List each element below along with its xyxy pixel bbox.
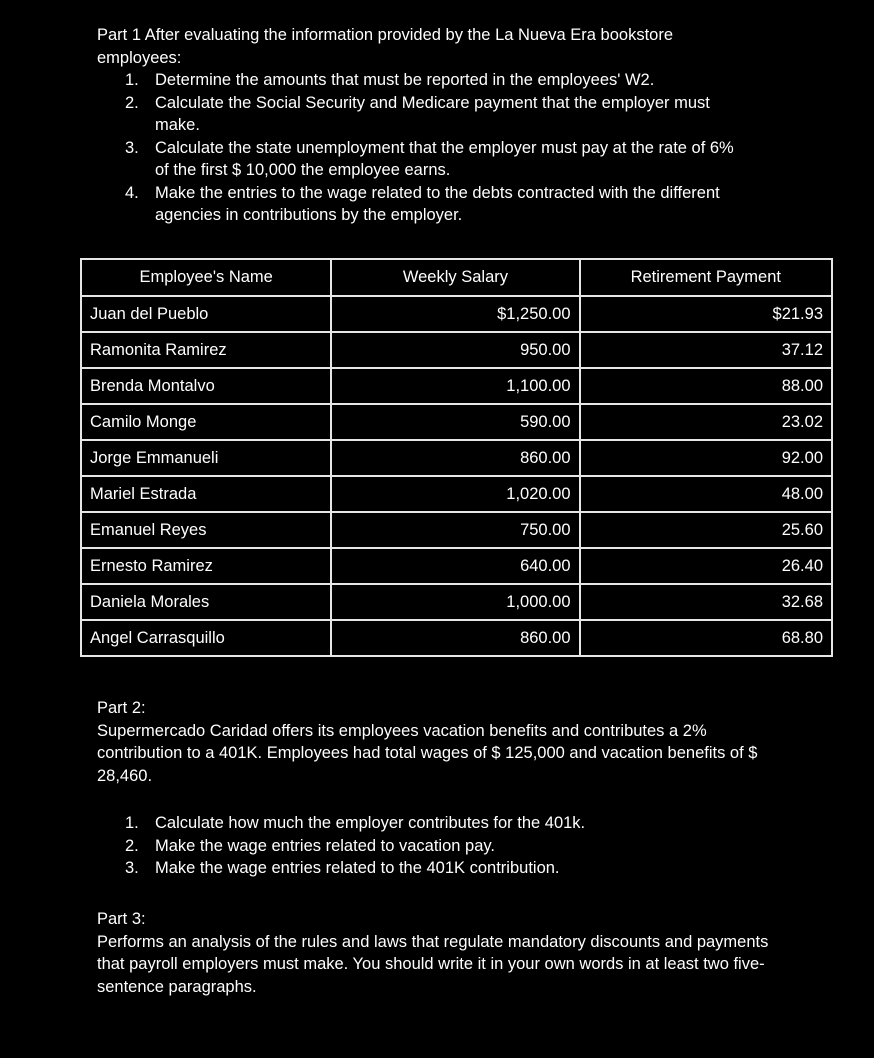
task-number: 2. <box>125 836 139 855</box>
table-row <box>81 620 832 656</box>
part2-task-item <box>97 812 777 835</box>
employee-name-cell: Mariel Estrada <box>81 476 331 512</box>
employee-name-cell: Angel Carrasquillo <box>81 620 331 656</box>
part3-title: Part 3: <box>97 910 146 928</box>
part3-paragraph: Performs an analysis of the rules and laws that regulate mandatory discounts and payments that payroll employers must make. You should write it in your own words in at least two five-sentence paragraphs. <box>97 932 769 996</box>
task-text: Make the wage entries related to vacation pay. <box>155 836 495 855</box>
employee-name-cell: Ernesto Ramirez <box>81 548 331 584</box>
part1-section <box>97 24 777 227</box>
retirement-payment-cell: 26.40 <box>580 548 832 584</box>
weekly-salary-cell: 640.00 <box>331 548 579 584</box>
retirement-payment-cell: 32.68 <box>580 584 832 620</box>
task-number: 4. <box>125 183 139 202</box>
task-text: Determine the amounts that must be reported in the employees' W2. <box>155 71 655 89</box>
table-header-row <box>81 259 832 296</box>
part1-task-item <box>97 92 737 137</box>
part1-intro: Part 1 After evaluating the information provided by the La Nueva Era bookstore employees: <box>97 26 674 67</box>
task-number: 3. <box>125 859 139 877</box>
task-text: Make the entries to the wage related to the debts contracted with the different agencies in contributions by the employer. <box>155 183 720 224</box>
retirement-payment-cell: 88.00 <box>580 368 832 404</box>
retirement-payment-cell: 68.80 <box>580 620 832 656</box>
part1-task-item <box>97 69 737 92</box>
retirement-payment-cell: 23.02 <box>580 404 832 440</box>
part1-task-item <box>97 182 737 227</box>
part2-task-item <box>97 857 777 880</box>
table-row <box>81 512 832 548</box>
retirement-payment-cell: 92.00 <box>580 440 832 476</box>
header-weekly-salary: Weekly Salary <box>331 259 579 296</box>
task-text: Calculate how much the employer contributes for the 401k. <box>155 814 586 832</box>
weekly-salary-cell: 750.00 <box>331 512 579 548</box>
weekly-salary-cell: 860.00 <box>331 620 579 656</box>
table-row <box>81 368 832 404</box>
table-row <box>81 332 832 368</box>
part2-task-item <box>97 835 777 858</box>
retirement-payment-cell: 25.60 <box>580 512 832 548</box>
table-row <box>81 296 832 332</box>
employee-name-cell: Jorge Emmanueli <box>81 440 331 476</box>
weekly-salary-cell: 1,100.00 <box>331 368 579 404</box>
table-row <box>81 584 832 620</box>
table-row <box>81 404 832 440</box>
weekly-salary-cell: $1,250.00 <box>331 296 579 332</box>
part1-task-item <box>97 137 737 182</box>
weekly-salary-cell: 1,020.00 <box>331 476 579 512</box>
employee-name-cell: Brenda Montalvo <box>81 368 331 404</box>
header-retirement-payment: Retirement Payment <box>580 259 832 296</box>
retirement-payment-cell: 37.12 <box>580 332 832 368</box>
task-text: Calculate the state unemployment that the employer must pay at the rate of 6% of the first $ 10,000 the employee earns. <box>155 138 734 179</box>
table-row <box>81 440 832 476</box>
table-row <box>81 548 832 584</box>
retirement-payment-cell: 48.00 <box>580 476 832 512</box>
employee-name-cell: Juan del Pueblo <box>81 296 331 332</box>
weekly-salary-cell: 590.00 <box>331 404 579 440</box>
employee-name-cell: Emanuel Reyes <box>81 512 331 548</box>
part1-task-list <box>97 69 737 227</box>
employee-name-cell: Ramonita Ramirez <box>81 332 331 368</box>
task-number: 1. <box>125 814 139 832</box>
task-number: 3. <box>125 138 139 157</box>
weekly-salary-cell: 950.00 <box>331 332 579 368</box>
table-row <box>81 476 832 512</box>
task-number: 2. <box>125 93 139 112</box>
part2-paragraph: Supermercado Caridad offers its employees vacation benefits and contributes a 2% contribution to a 401K. Employees had total wages of $ 125,000 and vacation benefits of $ 28,460. <box>97 721 758 785</box>
part2-task-list <box>97 812 777 880</box>
part2-title: Part 2: <box>97 699 146 717</box>
task-text: Make the wage entries related to the 401K contribution. <box>155 859 560 877</box>
employee-payroll-table <box>80 258 833 657</box>
employee-name-cell: Daniela Morales <box>81 584 331 620</box>
retirement-payment-cell: $21.93 <box>580 296 832 332</box>
task-number: 1. <box>125 71 139 89</box>
task-text: Calculate the Social Security and Medicare payment that the employer must make. <box>155 93 710 134</box>
part3-section <box>97 908 777 998</box>
employee-name-cell: Camilo Monge <box>81 404 331 440</box>
part2-section <box>97 697 777 880</box>
header-employee-name: Employee's Name <box>81 259 331 296</box>
weekly-salary-cell: 1,000.00 <box>331 584 579 620</box>
weekly-salary-cell: 860.00 <box>331 440 579 476</box>
